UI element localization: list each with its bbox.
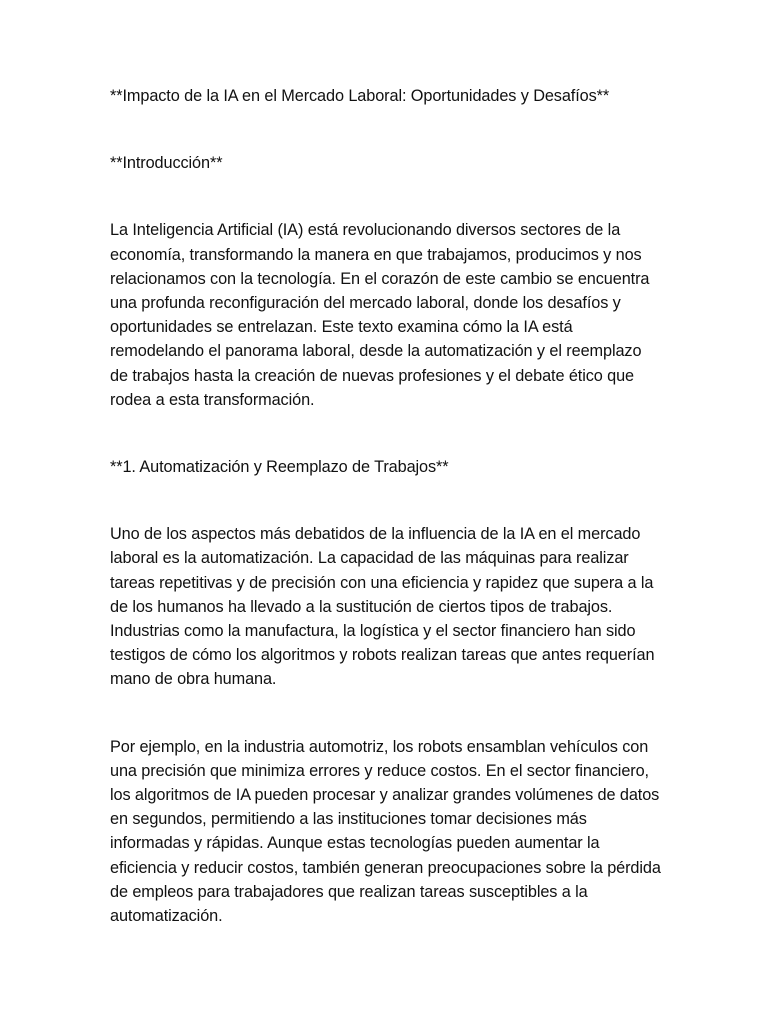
section1-paragraph-1: Uno de los aspectos más debatidos de la influencia de la IA en el mercado laboral es la automatización. La capacidad de las máquinas para realizar tareas repetitivas y de precisión con una eficiencia y rapidez que supera a la de los humanos ha llevado a la sustitución de ciertos tipos de trabajos. Industrias como la manufactura, la logística y el sector financiero han sido testigos de cómo los algoritmos y robots realizan tareas que antes requerían mano de obra humana. [110, 525, 655, 689]
intro-heading: **Introducción** [110, 154, 223, 173]
document-title: **Impacto de la IA en el Mercado Laboral: Oportunidades y Desafíos** [110, 87, 610, 105]
section1-heading: **1. Automatización y Reemplazo de Trabajos** [110, 458, 449, 477]
section1-paragraph-2: Por ejemplo, en la industria automotriz, los robots ensamblan vehículos con una precisión que minimiza errores y reduce costos. En el sector financiero, los algoritmos de IA pueden procesar y analizar grandes volúmenes de datos en segundos, permitiendo a las instituciones tomar decisiones más informadas y rápidas. Aunque estas tecnologías pueden aumentar la eficiencia y reducir costos, también generan preocupaciones sobre la pérdida de empleos para trabajadores que realizan tareas susceptibles a la automatización. [110, 737, 661, 926]
document-body [110, 84, 662, 928]
intro-paragraph: La Inteligencia Artificial (IA) está revolucionando diversos sectores de la economía, transformando la manera en que trabajamos, producimos y nos relacionamos con la tecnología. En el corazón de este cambio se encuentra una profunda reconfiguración del mercado laboral, donde los desafíos y oportunidades se entrelazan. Este texto examina cómo la IA está remodelando el panorama laboral, desde la automatización y el reemplazo de trabajos hasta la creación de nuevas profesiones y el debate ético que rodea a esta transformación. [110, 221, 650, 409]
